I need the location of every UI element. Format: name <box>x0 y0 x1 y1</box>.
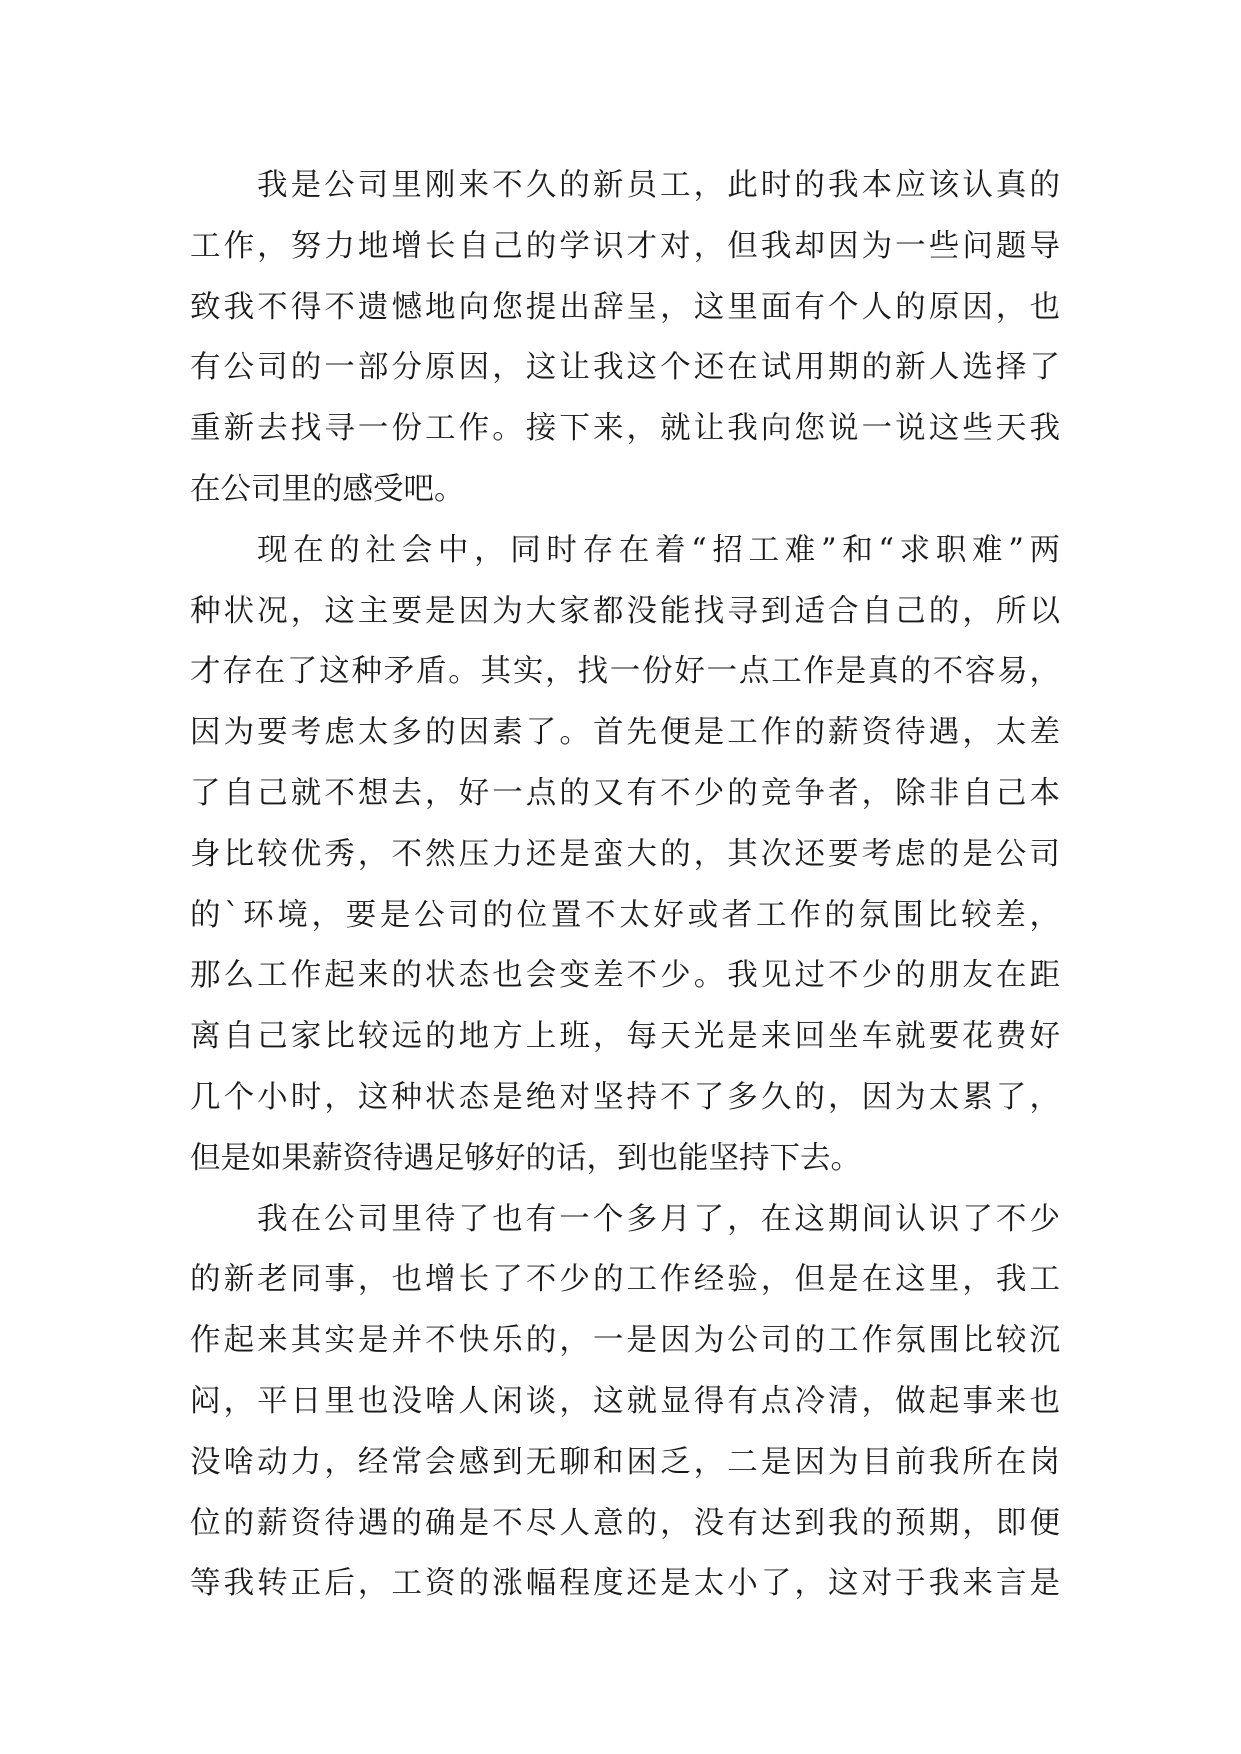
paragraph-2-line-11: 但是如果薪资待遇足够好的话，到也能坚持下去。 <box>190 1140 861 1176</box>
paragraph-2-line-3: 才存在了这种矛盾。其实，找一份好一点工作是真的不容易， <box>190 654 1060 690</box>
paragraph-2-line-9: 离自己家比较远的地方上班，每天光是来回坐车就要花费好 <box>190 1019 1060 1055</box>
paragraph-1-line-6: 在公司里的感受吧。 <box>190 471 465 507</box>
paragraph-2-line-4: 因为要考虑太多的因素了。首先便是工作的薪资待遇，太差 <box>190 715 1060 751</box>
paragraph-3-line-4: 闷，平日里也没啥人闲谈，这就显得有点冷清，做起事来也 <box>190 1383 1060 1419</box>
paragraph-3-line-3: 作起来其实是并不快乐的，一是因为公司的工作氛围比较沉 <box>190 1323 1060 1359</box>
paragraph-3-line-7: 等我转正后，工资的涨幅程度还是太小了，这对于我来言是 <box>190 1566 1060 1602</box>
paragraph-2-line-1: 现在的社会中，同时存在着“招工难”和“求职难”两 <box>257 532 1060 568</box>
paragraph-3-line-2: 的新老同事，也增长了不少的工作经验，但是在这里，我工 <box>190 1262 1060 1298</box>
paragraph-1-line-5: 重新去找寻一份工作。接下来，就让我向您说一说这些天我 <box>190 411 1060 447</box>
paragraph-3-line-6: 位的薪资待遇的确是不尽人意的，没有达到我的预期，即便 <box>190 1505 1060 1541</box>
paragraph-2-line-8: 那么工作起来的状态也会变差不少。我见过不少的朋友在距 <box>190 958 1060 994</box>
paragraph-1-line-2: 工作，努力地增长自己的学识才对，但我却因为一些问题导 <box>190 228 1060 264</box>
document-body <box>190 156 1060 1615</box>
paragraph-2-line-5: 了自己就不想去，好一点的又有不少的竞争者，除非自己本 <box>190 775 1060 811</box>
paragraph-2-line-10: 几个小时，这种状态是绝对坚持不了多久的，因为太累了， <box>190 1079 1060 1115</box>
paragraph-1-line-3: 致我不得不遗憾地向您提出辞呈，这里面有个人的原因，也 <box>190 289 1060 325</box>
paragraph-3-line-5: 没啥动力，经常会感到无聊和困乏，二是因为目前我所在岗 <box>190 1444 1060 1480</box>
paragraph-2-line-2: 种状况，这主要是因为大家都没能找寻到适合自己的，所以 <box>190 593 1060 629</box>
paragraph-1-line-1: 我是公司里刚来不久的新员工，此时的我本应该认真的 <box>257 168 1060 203</box>
paragraph-2-line-7: 的`环境，要是公司的位置不太好或者工作的氛围比较差， <box>190 897 1060 933</box>
paragraph-2-line-6: 身比较优秀，不然压力还是蛮大的，其次还要考虑的是公司 <box>190 836 1060 872</box>
paragraph-1-line-4: 有公司的一部分原因，这让我这个还在试用期的新人选择了 <box>190 350 1060 386</box>
paragraph-3-line-1: 我在公司里待了也有一个多月了，在这期间认识了不少 <box>257 1201 1060 1237</box>
